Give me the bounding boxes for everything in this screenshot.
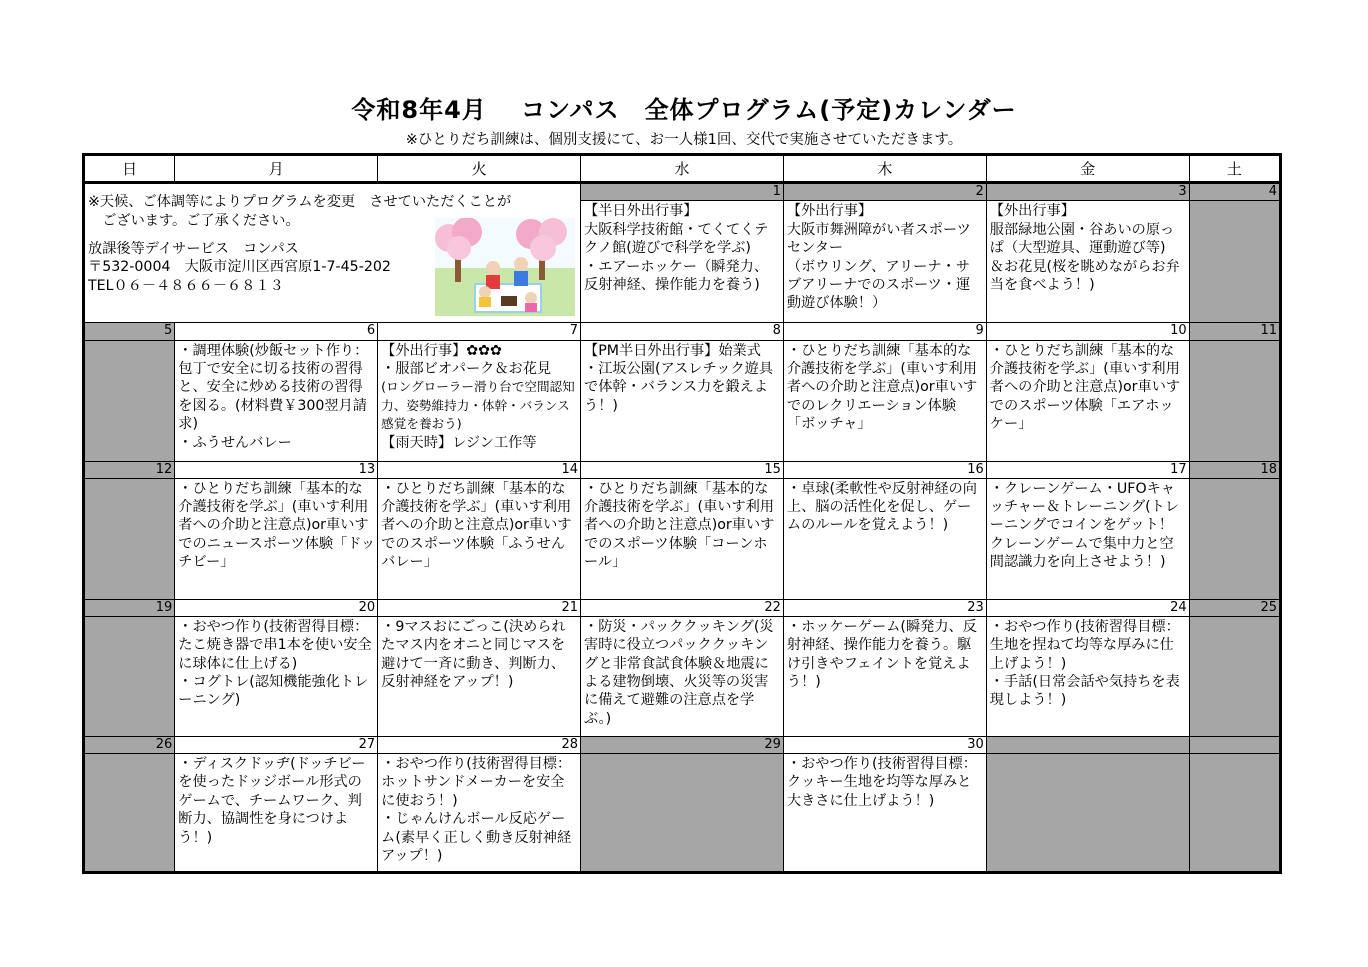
event-21: ・9マスおにごっこ(決められたマス内をオニと同じマスを避けて一斉に動き、判断力、反射神経をアップ！) (381, 618, 566, 691)
date-row-week4 (84, 599, 1281, 616)
date-blank-fri (986, 736, 1189, 753)
facility-tel: TEL０６－４８６６－６８１３ (88, 277, 284, 294)
date-row-week1 (84, 183, 1281, 201)
date-4: 4 (1189, 183, 1280, 201)
event-cell-21 (378, 616, 581, 736)
date-28: 28 (378, 736, 581, 753)
date-16: 16 (783, 461, 986, 478)
event-6: ・調理体験(炒飯セット作り：包丁で安全に切る技術の習得と、安全に炒める技術の習得を図る。(材料費￥300翌月請求) ・ふうせんバレー (178, 342, 369, 451)
event-13: ・ひとりだち訓練「基本的な介護技術を学ぶ」(車いす利用者への介助と注意点)or車いすでのニュースポーツ体験「ドッチビー」 (178, 480, 376, 571)
event-cell-8 (581, 340, 784, 461)
weekday-tue: 火 (378, 155, 581, 183)
date-14: 14 (378, 461, 581, 478)
event-cell-23 (783, 616, 986, 736)
content-row-week2 (84, 340, 1281, 461)
event-14: ・ひとりだち訓練「基本的な介護技術を学ぶ」(車いす利用者への介助と注意点)or車いすでのスポーツ体験「ふうせんバレー」 (381, 480, 572, 571)
date-17: 17 (986, 461, 1189, 478)
date-22: 22 (581, 599, 784, 616)
notice-text: ※天候、ご体調等によりプログラムを変更 させていただくことが ございます。ご了承ください。 (88, 194, 512, 229)
event-3-head: 【外出行事】 (989, 203, 1075, 220)
date-5: 5 (84, 323, 175, 340)
event-cell-5 (84, 340, 175, 461)
calendar-table (82, 153, 1282, 874)
event-7-body1: ・服部ビオパーク＆お花見 (381, 360, 552, 377)
event-28: ・おやつ作り(技術習得目標：ホットサンドメーカーを安全に使おう！) ・じゃんけんボール反応ゲーム(素早く正しく動き反射神経アップ！) (381, 755, 572, 864)
event-cell-blank-fri (986, 753, 1189, 872)
date-24: 24 (986, 599, 1189, 616)
weekday-wed: 水 (581, 155, 784, 183)
event-24: ・おやつ作り(技術習得目標：生地を捏ねて均等な厚みに仕上げよう！) ・手話(日常会話や気持ちを表現しよう！) (989, 618, 1180, 709)
event-cell-blank-sat (1189, 753, 1280, 872)
event-10: ・ひとりだち訓練「基本的な介護技術を学ぶ」(車いす利用者への介助と注意点)or車いすでのスポーツ体験「エアホッケー」 (989, 342, 1181, 433)
event-17: ・クレーンゲーム・UFOキャッチャー＆トレーニング(トレーニングでコインをゲット！クレーンゲームで集中力と空間認識力を向上させよう！) (989, 480, 1180, 571)
event-2-body: 大阪市舞洲障がい者スポーツセンター （ボウリング、アリーナ・サブアリーナでのスポーツ・運動遊び体験！） (786, 221, 971, 312)
event-7-body2: (ロングローラー滑り台で空間認知力、姿勢維持力・体幹・バランス感覚を養おう) (381, 379, 575, 432)
event-22: ・防災・パッククッキング(災害時に役立つパッククッキングと非常食試食体験＆地震による建物倒壊、火災等の災害に備えて避難の注意点を学ぶ。) (584, 618, 774, 727)
event-cell-11 (1189, 340, 1280, 461)
weekday-sun: 日 (84, 155, 175, 183)
date-26: 26 (84, 736, 175, 753)
date-25: 25 (1189, 599, 1280, 616)
weekday-sat: 土 (1189, 155, 1280, 183)
event-cell-15 (581, 478, 784, 599)
date-row-week5 (84, 736, 1281, 753)
event-cell-13 (175, 478, 378, 599)
event-cell-30 (783, 753, 986, 872)
event-cell-20 (175, 616, 378, 736)
weekday-mon: 月 (175, 155, 378, 183)
date-20: 20 (175, 599, 378, 616)
cherry-blossom-picnic-icon (435, 218, 575, 316)
event-cell-16 (783, 478, 986, 599)
event-cell-25 (1189, 616, 1280, 736)
content-row-week5 (84, 753, 1281, 872)
date-15: 15 (581, 461, 784, 478)
event-15: ・ひとりだち訓練「基本的な介護技術を学ぶ」(車いす利用者への介助と注意点)or車いすでのスポーツ体験「コーンホール」 (584, 480, 775, 571)
event-cell-27 (175, 753, 378, 872)
date-12: 12 (84, 461, 175, 478)
weekday-thu: 木 (783, 155, 986, 183)
date-blank-sat (1189, 736, 1280, 753)
event-9: ・ひとりだち訓練「基本的な介護技術を学ぶ」(車いす利用者への介助と注意点)or車いすでのレクリエーション体験「ボッチャ」 (786, 342, 978, 433)
event-cell-6 (175, 340, 378, 461)
facility-address: 〒532-0004 大阪市淀川区西宮原1-7-45-202 (88, 259, 391, 276)
event-cell-28 (378, 753, 581, 872)
content-row-week4 (84, 616, 1281, 736)
content-row-week3 (84, 478, 1281, 599)
event-8: 【PM半日外出行事】始業式 ・江坂公園(アスレチック遊具で体幹・バランス力を鍛えよう！) (584, 342, 774, 414)
date-27: 27 (175, 736, 378, 753)
event-cell-3 (986, 201, 1189, 323)
event-cell-14 (378, 478, 581, 599)
event-cell-12 (84, 478, 175, 599)
date-18: 18 (1189, 461, 1280, 478)
date-8: 8 (581, 323, 784, 340)
event-3-body: 服部緑地公園・谷あいの原っぱ（大型遊具、運動遊び等) ＆お花見(桜を眺めながらお弁当を食べよう！) (989, 221, 1180, 293)
event-7-head: 【外出行事】✿✿✿ (381, 342, 502, 359)
date-row-week3 (84, 461, 1281, 478)
event-2-head: 【外出行事】 (786, 203, 873, 220)
page-title: 令和8年4月 コンパス 全体プログラム(予定)カレンダー (351, 96, 1017, 124)
event-7-rain: 【雨天時】レジン工作等 (381, 434, 537, 451)
date-10: 10 (986, 323, 1189, 340)
event-27: ・ディスクドッヂ(ドッチビーを使ったドッジボール形式のゲームで、チームワーク、判断力、協調性を身につけよう！) (178, 755, 366, 846)
weekday-fri: 金 (986, 155, 1189, 183)
date-21: 21 (378, 599, 581, 616)
date-23: 23 (783, 599, 986, 616)
event-cell-18 (1189, 478, 1280, 599)
event-cell-17 (986, 478, 1189, 599)
event-30: ・おやつ作り(技術習得目標：クッキー生地を均等な厚みと大きさに仕上げよう！) (786, 755, 977, 809)
date-7: 7 (378, 323, 581, 340)
date-6: 6 (175, 323, 378, 340)
event-1-head: 【半日外出行事】 (584, 203, 698, 220)
date-19: 19 (84, 599, 175, 616)
facility-name: 放課後等デイサービス コンパス (88, 241, 299, 258)
date-29: 29 (581, 736, 784, 753)
event-23: ・ホッケーゲーム(瞬発力、反射神経、操作能力を養う。駆け引きやフェイントを覚えよう！) (786, 618, 977, 691)
date-11: 11 (1189, 323, 1280, 340)
event-cell-22 (581, 616, 784, 736)
date-13: 13 (175, 461, 378, 478)
event-cell-7 (378, 340, 581, 461)
event-cell-24 (986, 616, 1189, 736)
date-30: 30 (783, 736, 986, 753)
date-2: 2 (783, 183, 986, 201)
event-cell-29 (581, 753, 784, 872)
event-cell-4 (1189, 201, 1280, 323)
event-16: ・卓球(柔軟性や反射神経の向上、脳の活性化を促し、ゲームのルールを覚えよう！) (786, 480, 977, 534)
event-cell-9 (783, 340, 986, 461)
event-cell-1 (581, 201, 784, 323)
event-20: ・おやつ作り(技術習得目標：たこ焼き器で串1本を使い安全に球体に仕上げる) ・コグトレ(認知機能強化トレーニング) (178, 618, 372, 709)
weekday-header-row (84, 155, 1281, 183)
event-cell-2 (783, 201, 986, 323)
event-cell-10 (986, 340, 1189, 461)
notice-cell (84, 183, 581, 323)
page-subtitle: ※ひとりだち訓練は、個別支援にて、お一人様1回、交代で実施させていただきます。 (405, 132, 963, 148)
date-row-week2 (84, 323, 1281, 340)
date-1: 1 (581, 183, 784, 201)
event-cell-26 (84, 753, 175, 872)
date-3: 3 (986, 183, 1189, 201)
date-9: 9 (783, 323, 986, 340)
event-1-body: 大阪科学技術館・てくてくテクノ館(遊びで科学を学ぶ) ・エアーホッケー（瞬発力、反射神経、操作能力を養う) (584, 221, 769, 293)
event-cell-19 (84, 616, 175, 736)
